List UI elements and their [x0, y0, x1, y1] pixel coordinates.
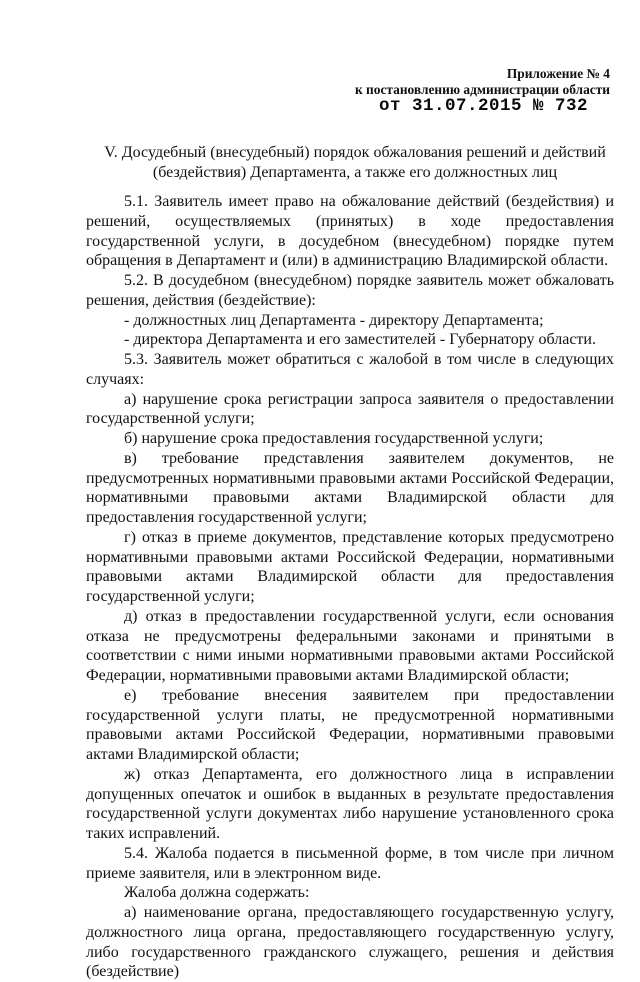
date-number-stamp: от 31.07.2015 № 732 [378, 96, 588, 116]
paragraph-5-3: 5.3. Заявитель может обратиться с жалобой в том числе в следующих случаях: [86, 351, 614, 388]
list-item: д) отказ в предоставлении государственной услуги, если основания отказа не предусмотрены федеральными законами и принятыми в соответствии с ними иными нормативными правовыми актами Российской Федерации, нормативными правовыми актами Владимирской области; [86, 607, 614, 684]
document-body [86, 192, 614, 982]
paragraph-5-1: 5.1. Заявитель имеет право на обжалование действий (бездействия) и решений, осуществляемых (принятых) в ходе предоставления государственной услуги, в досудебном (внесудебном) порядке путем обращения в Департамент и (или) в администрацию Владимирской области. [86, 193, 614, 270]
list-item: б) нарушение срока предоставления государственной услуги; [124, 430, 544, 447]
list-item: - должностных лиц Департамента - директору Департамента; [124, 311, 544, 329]
appendix-number: Приложение № 4 [506, 66, 610, 81]
list-item: в) требование представления заявителем документов, не предусмотренных нормативными правовыми актами Российской Федерации, нормативными правовыми актами Владимирской области для предоставления государственной услуги; [86, 449, 614, 526]
paragraph-5-2: 5.2. В досудебном (внесудебном) порядке заявитель может обжаловать решения, действия (бездействие): [86, 272, 614, 309]
list-item: а) наименование органа, предоставляющего государственную услугу, должностного лица органа, предоставляющего государственную услугу, либо государственного гражданского служащего, решения и действия (бездействие) [86, 904, 614, 981]
appendix-reference: к постановлению администрации области [354, 82, 610, 97]
list-item: е) требование внесения заявителем при предоставлении государственной услуги платы, не предусмотренной нормативными правовыми актами Российской Федерации, нормативными правовыми актами Владимирской области; [86, 686, 614, 763]
list-item: г) отказ в приеме документов, представление которых предусмотрено нормативными правовыми актами Российской Федерации, нормативными правовыми актами Владимирской области для предоставления государственной услуги; [86, 528, 614, 605]
appendix-header [355, 66, 610, 98]
section-title: V. Досудебный (внесудебный) порядок обжалования решений и действий (бездействия) Департамента, а также его должностных лиц [104, 144, 606, 181]
paragraph-5-4: 5.4. Жалоба подается в письменной форме, в том числе при личном приеме заявителя, или в электронном виде. [86, 844, 614, 882]
complaint-contents-heading: Жалоба должна содержать: [124, 884, 310, 902]
list-item: - директора Департамента и его заместителей - Губернатору области. [124, 331, 596, 349]
list-item: ж) отказ Департамента, его должностного лица в исправлении допущенных опечаток и ошибок в выданных в результате предоставления государственной услуги документах либо нарушение установленного срока таких исправлений. [86, 765, 614, 842]
list-item: а) нарушение срока регистрации запроса заявителя о предоставлении государственной услуги; [86, 390, 614, 428]
